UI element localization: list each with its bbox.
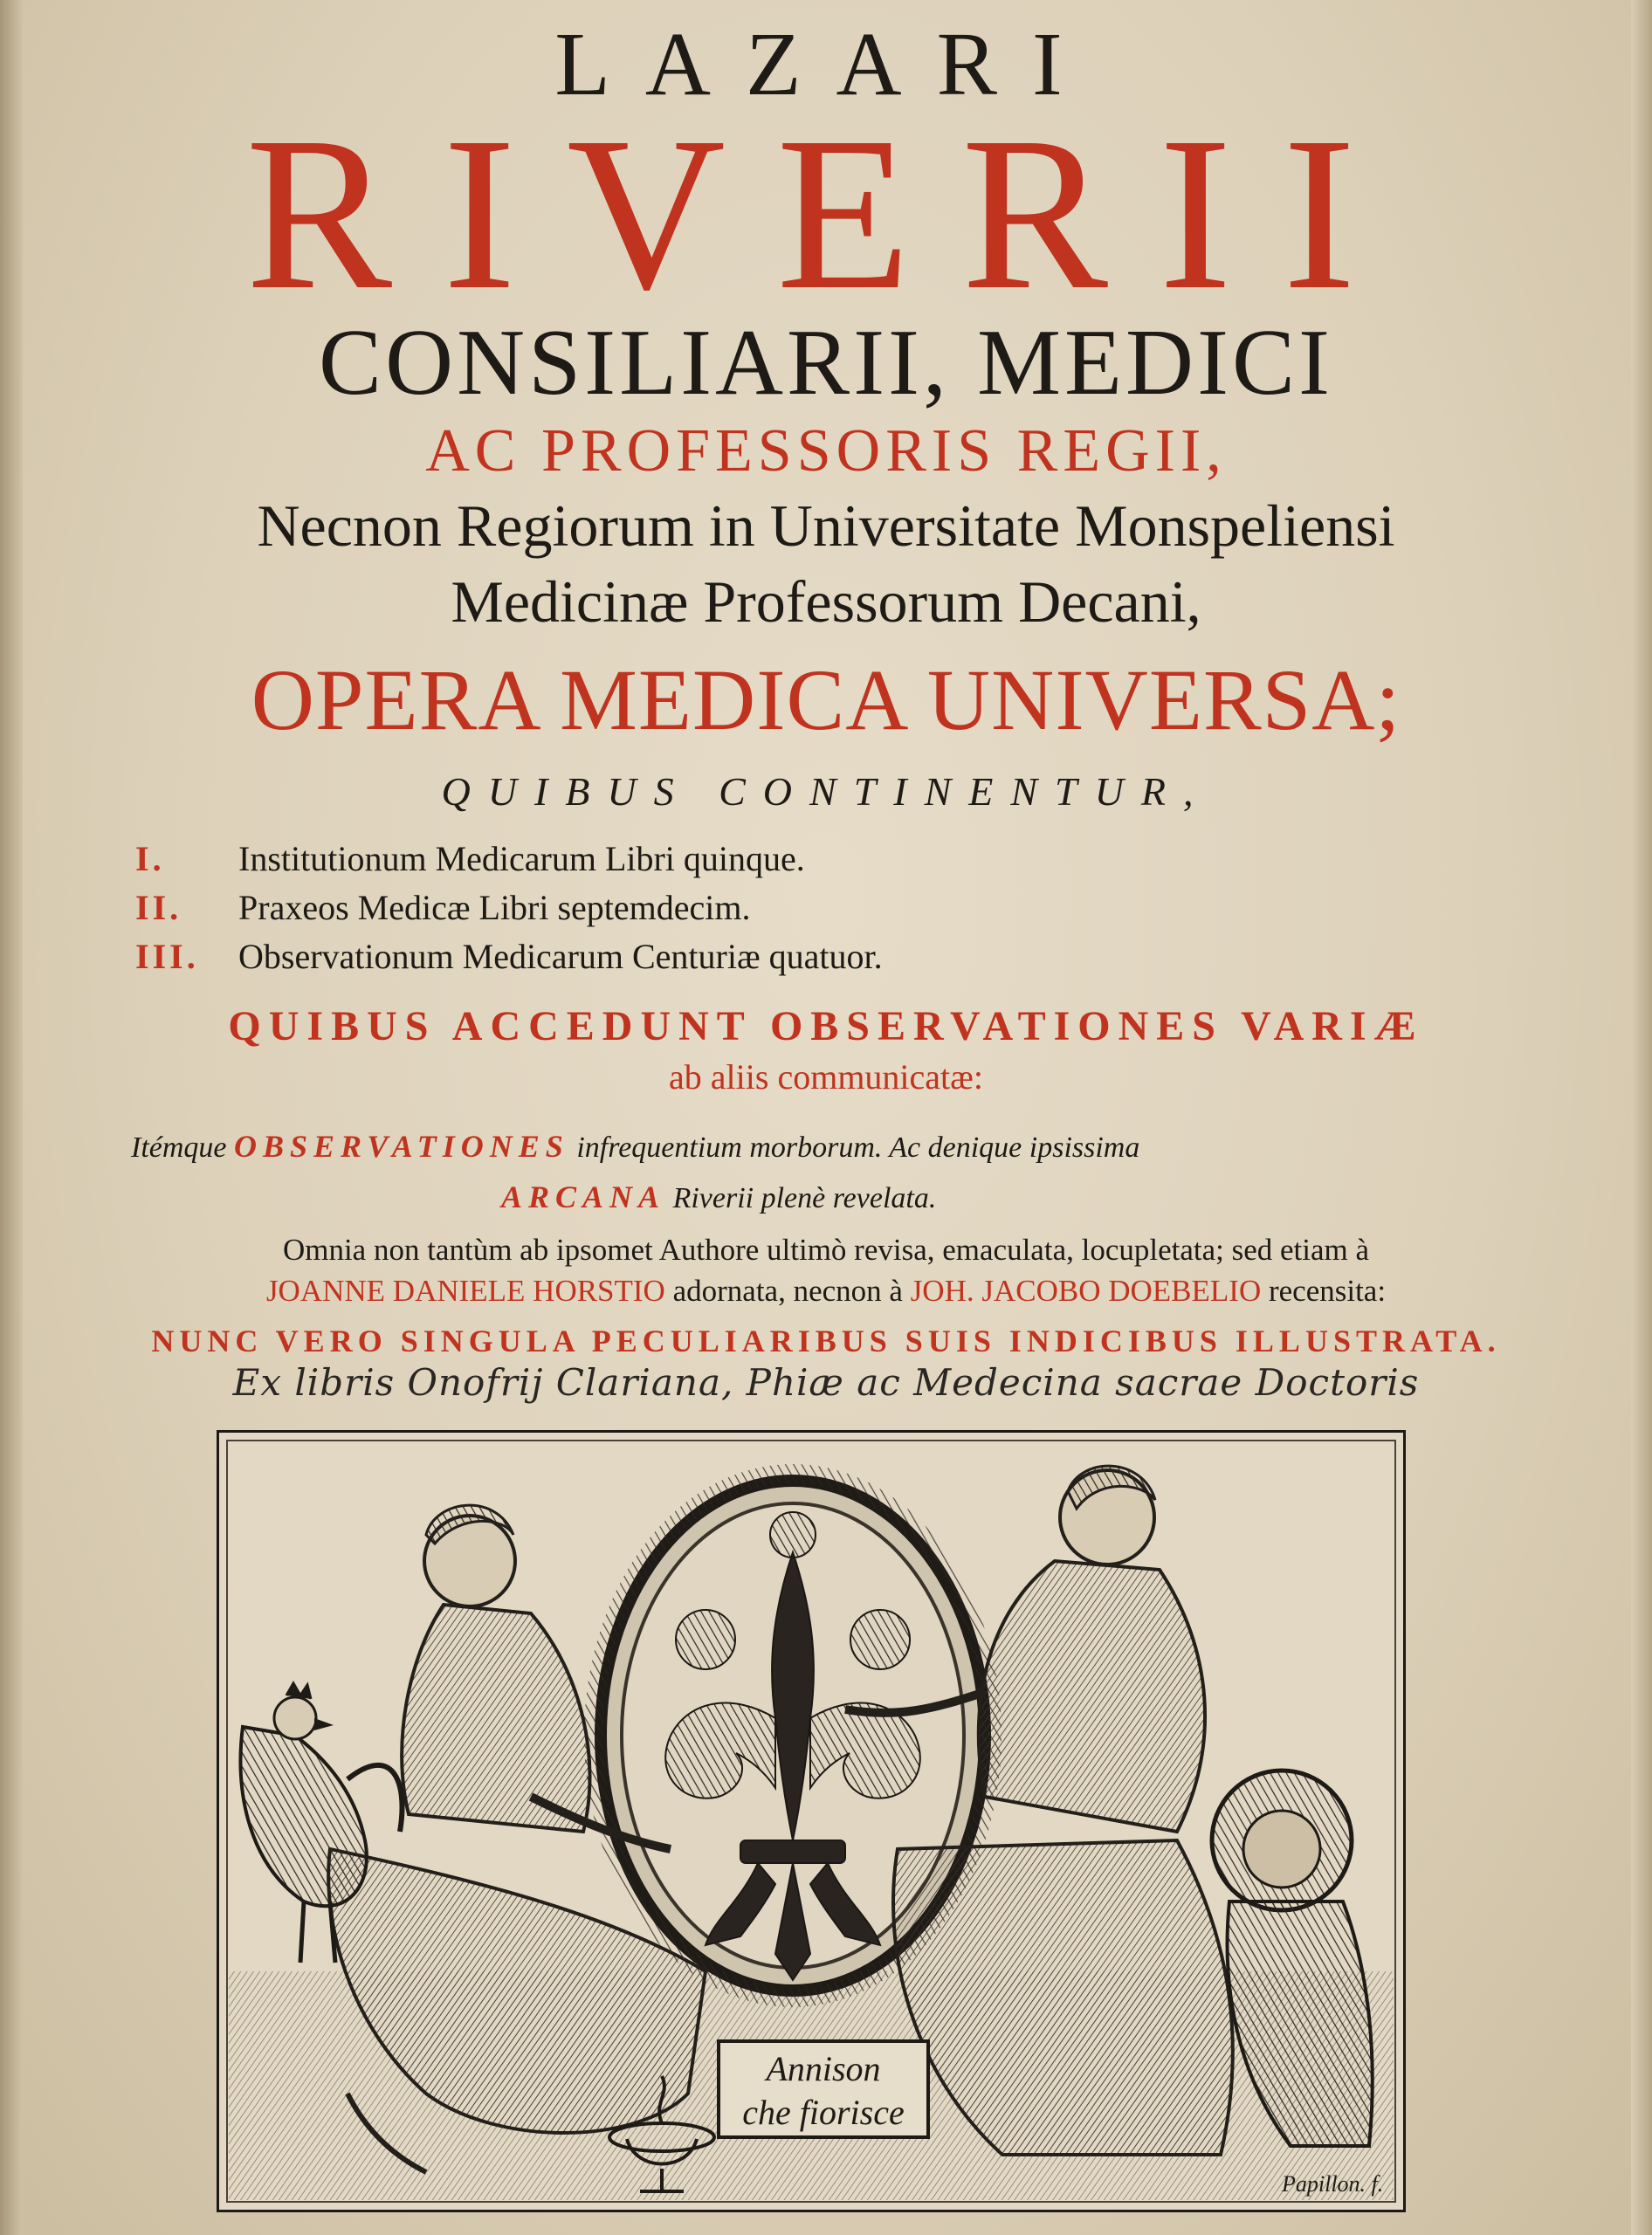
arcana-line — [501, 1179, 936, 1215]
accedunt-heading: QUIBUS ACCEDUNT OBSERVATIONES VARIÆ — [228, 1003, 1424, 1049]
list-item-text: Observationum Medicarum Centuriæ quatuor. — [238, 937, 883, 976]
arcana-tail: Riverii plenè revelata. — [672, 1182, 937, 1214]
engraver-signature: Papillon. f. — [1282, 2171, 1384, 2197]
editors-tail: recensita: — [1268, 1274, 1387, 1308]
nunc-line: NUNC VERO SINGULA PECULIARIBUS SUIS INDICIBUS ILLUSTRATA. — [151, 1324, 1501, 1358]
itemque-tail: infrequentium morborum. Ac denique ipsissima — [576, 1131, 1140, 1164]
itemque-red: OBSERVATIONES — [234, 1129, 569, 1164]
list-item — [135, 838, 1358, 887]
list-item — [135, 887, 1358, 936]
author-title-line-2: AC PROFESSORIS REGII, — [425, 417, 1227, 485]
editor-doebelius: JOH. JACOBO DOEBELIO — [910, 1274, 1262, 1308]
list-item — [135, 936, 1358, 985]
list-item-number: III. — [135, 937, 199, 976]
motto-line-1: Annison — [766, 2049, 881, 2088]
list-item-number: II. — [135, 888, 182, 927]
affiliation-line-1: Necnon Regiorum in Universitate Monspeliensi — [257, 492, 1395, 559]
author-first-name: LAZARI — [554, 14, 1098, 114]
itemque-lead: Itémque — [131, 1131, 227, 1164]
work-title: OPERA MEDICA UNIVERSA; — [251, 651, 1401, 748]
motto-plaque — [719, 2041, 928, 2137]
editor-horstius: JOANNE DANIELE HORSTIO — [265, 1274, 665, 1308]
arcana-red: ARCANA — [501, 1179, 666, 1214]
editors-line — [0, 1276, 1652, 1306]
motto-line-2: che fiorisce — [742, 2093, 905, 2132]
engraving-illustration — [217, 1430, 1406, 2212]
omnia-line: Omnia non tantùm ab ipsomet Authore ultimò revisa, emaculata, locupletata; sed etiam à — [282, 1233, 1370, 1267]
list-item-text: Praxeos Medicæ Libri septemdecim. — [238, 888, 751, 927]
list-item-number: I. — [135, 839, 165, 878]
affiliation-line-2: Medicinæ Professorum Decani, — [451, 568, 1201, 635]
list-item-text: Institutionum Medicarum Libri quinque. — [238, 839, 805, 878]
ex-libris-inscription: Ex libris Onofrij Clariana, Phiæ ac Medecina sacrae Doctoris — [232, 1361, 1420, 1404]
contents-heading: QUIBUS CONTINENTUR, — [441, 769, 1211, 814]
author-title-line: CONSILIARII, MEDICI — [319, 311, 1333, 415]
accedunt-subline: ab aliis communicatæ: — [669, 1057, 983, 1097]
itemque-line — [131, 1128, 1493, 1165]
author-surname: RIVERII — [245, 91, 1407, 335]
contents-list — [135, 838, 1358, 985]
editors-connector: adornata, necnon à — [672, 1274, 903, 1308]
